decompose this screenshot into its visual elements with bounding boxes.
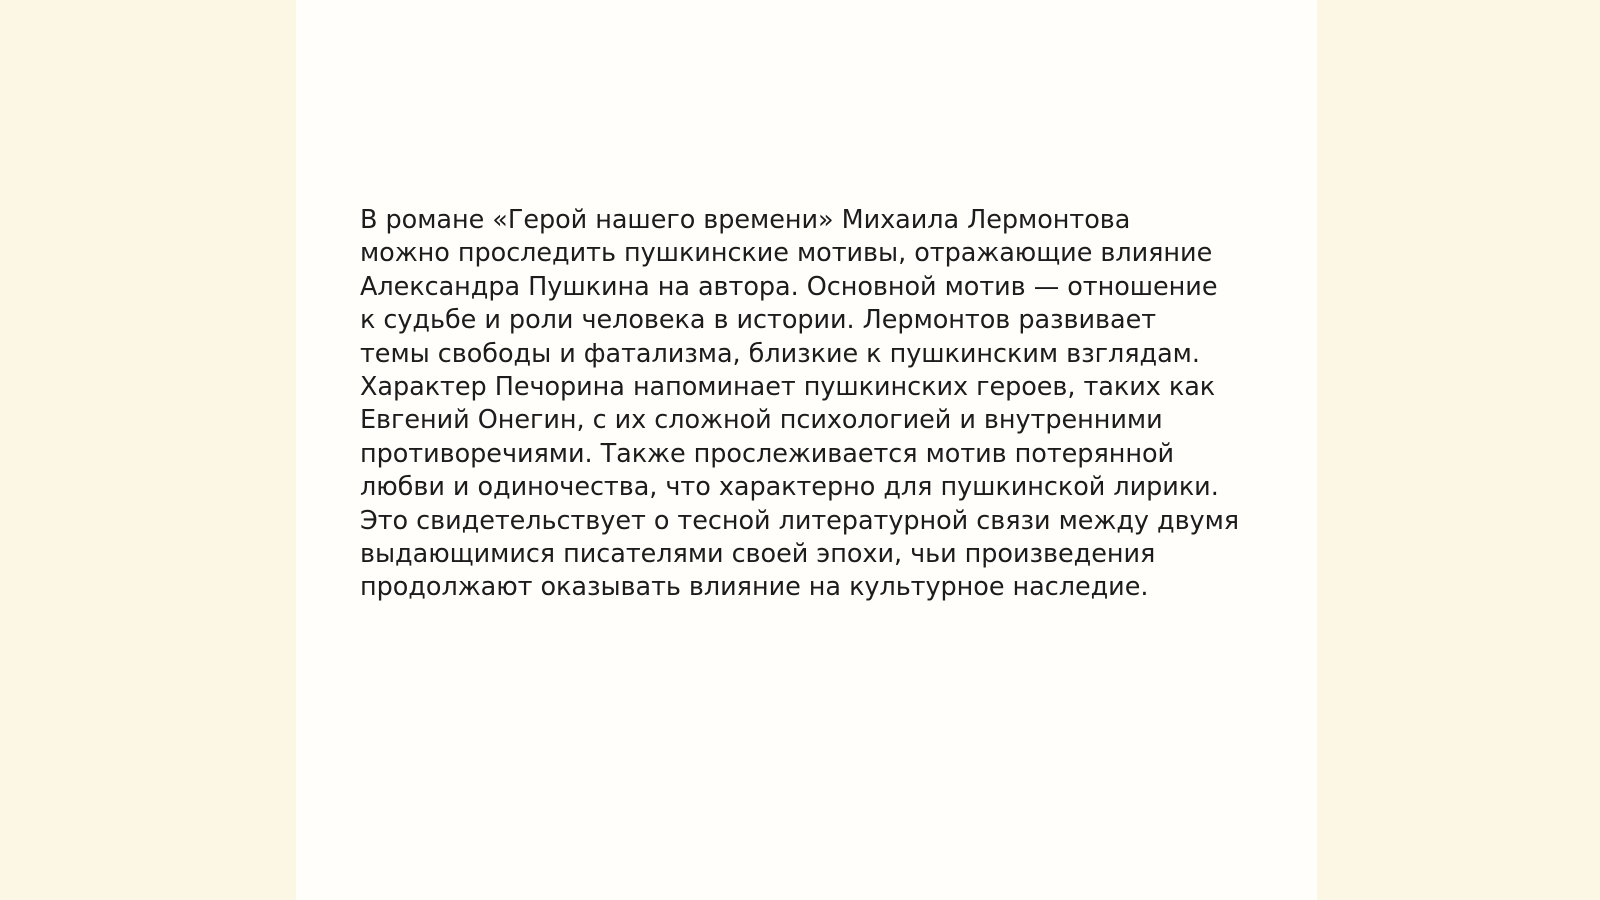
right-margin-background [1317,0,1600,900]
paragraph-line-7: Евгений Онегин, с их сложной психологией и внутренними [360,405,1163,436]
left-margin-background [0,0,296,900]
document-page [296,0,1317,900]
paragraph-line-11: выдающимися писателями своей эпохи, чьи произведения [360,539,1156,570]
paragraph-line-9: любви и одиночества, что характерно для пушкинской лирики. [360,472,1219,503]
paragraph-line-2: можно проследить пушкинские мотивы, отражающие влияние [360,238,1213,269]
paragraph-line-10: Это свидетельствует о тесной литературной связи между двумя [360,505,1240,536]
document-paragraph [360,204,1260,605]
paragraph-line-3: Александра Пушкина на автора. Основной мотив — отношение [360,271,1218,302]
paragraph-line-4: к судьбе и роли человека в истории. Лермонтов развивает [360,305,1157,336]
paragraph-line-8: противоречиями. Также прослеживается мотив потерянной [360,438,1175,469]
paragraph-line-1: В романе «Герой нашего времени» Михаила Лермонтова [360,205,1131,235]
paragraph-line-12: продолжают оказывать влияние на культурное наследие. [360,572,1149,603]
paragraph-line-6: Характер Печорина напоминает пушкинских героев, таких как [360,372,1216,403]
paragraph-line-5: темы свободы и фатализма, близкие к пушкинским взглядам. [360,338,1200,369]
